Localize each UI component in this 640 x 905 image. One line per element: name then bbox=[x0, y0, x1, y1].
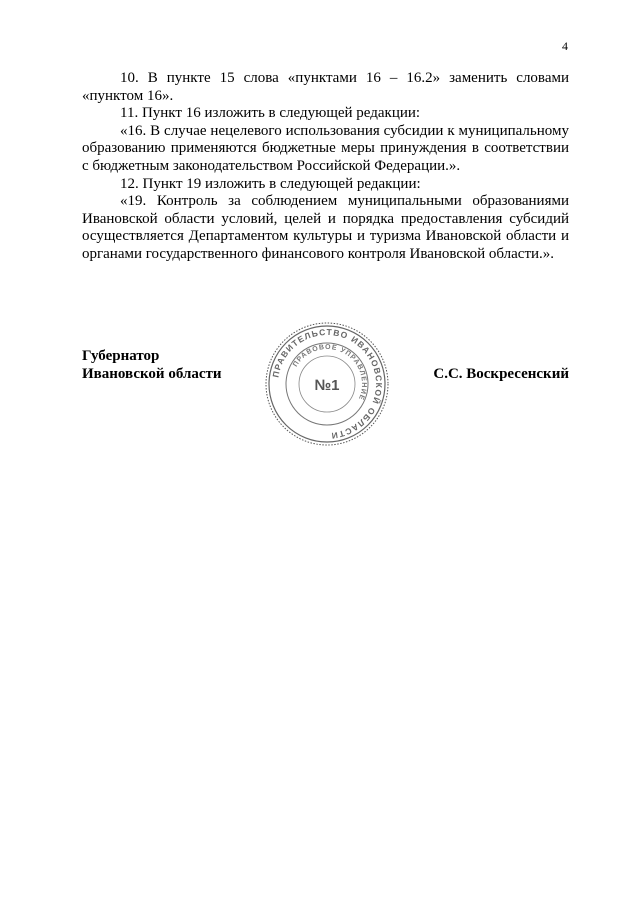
position-region: Ивановской области bbox=[82, 366, 222, 382]
svg-text:№1: №1 bbox=[314, 377, 340, 394]
paragraph-item-16-text: «16. В случае нецелевого использования субсидии к муниципальному образованию применяются бюджетные меры принуждения в соответствии с бюджетным законодательством Российской Федерации.». bbox=[82, 122, 569, 174]
signatory-position bbox=[82, 347, 222, 383]
paragraph-item-11: 11. Пункт 16 изложить в следующей редакции: bbox=[120, 105, 421, 122]
paragraph-item-12: 12. Пункт 19 изложить в следующей редакции: bbox=[120, 175, 421, 192]
paragraph-item-19-text: «19. Контроль за соблюдением муниципальными образованиями Ивановской области условий, целей и порядка предоставления субсидий осуществляется Департаментом культуры и туризма Ивановской области и органами государственного финансового контроля Ивановской области.». bbox=[82, 193, 569, 262]
signature-block bbox=[82, 326, 569, 447]
document-body bbox=[82, 70, 569, 264]
page-number: 4 bbox=[562, 39, 568, 53]
signatory-name: С.С. Воскресенский bbox=[433, 366, 569, 382]
svg-text:ПРАВОВОЕ УПРАВЛЕНИЕ: ПРАВОВОЕ УПРАВЛЕНИЕ bbox=[292, 343, 368, 402]
svg-text:ПРАВИТЕЛЬСТВО ИВАНОВСКОЙ ОБЛАС: ПРАВИТЕЛЬСТВО ИВАНОВСКОЙ ОБЛАСТИ bbox=[270, 326, 385, 441]
position-title: Губернатор bbox=[82, 348, 160, 364]
official-stamp bbox=[262, 319, 392, 449]
paragraph-item-10: 10. В пункте 15 слова «пунктами 16 – 16.2» заменить словами «пунктом 16». bbox=[82, 70, 569, 104]
